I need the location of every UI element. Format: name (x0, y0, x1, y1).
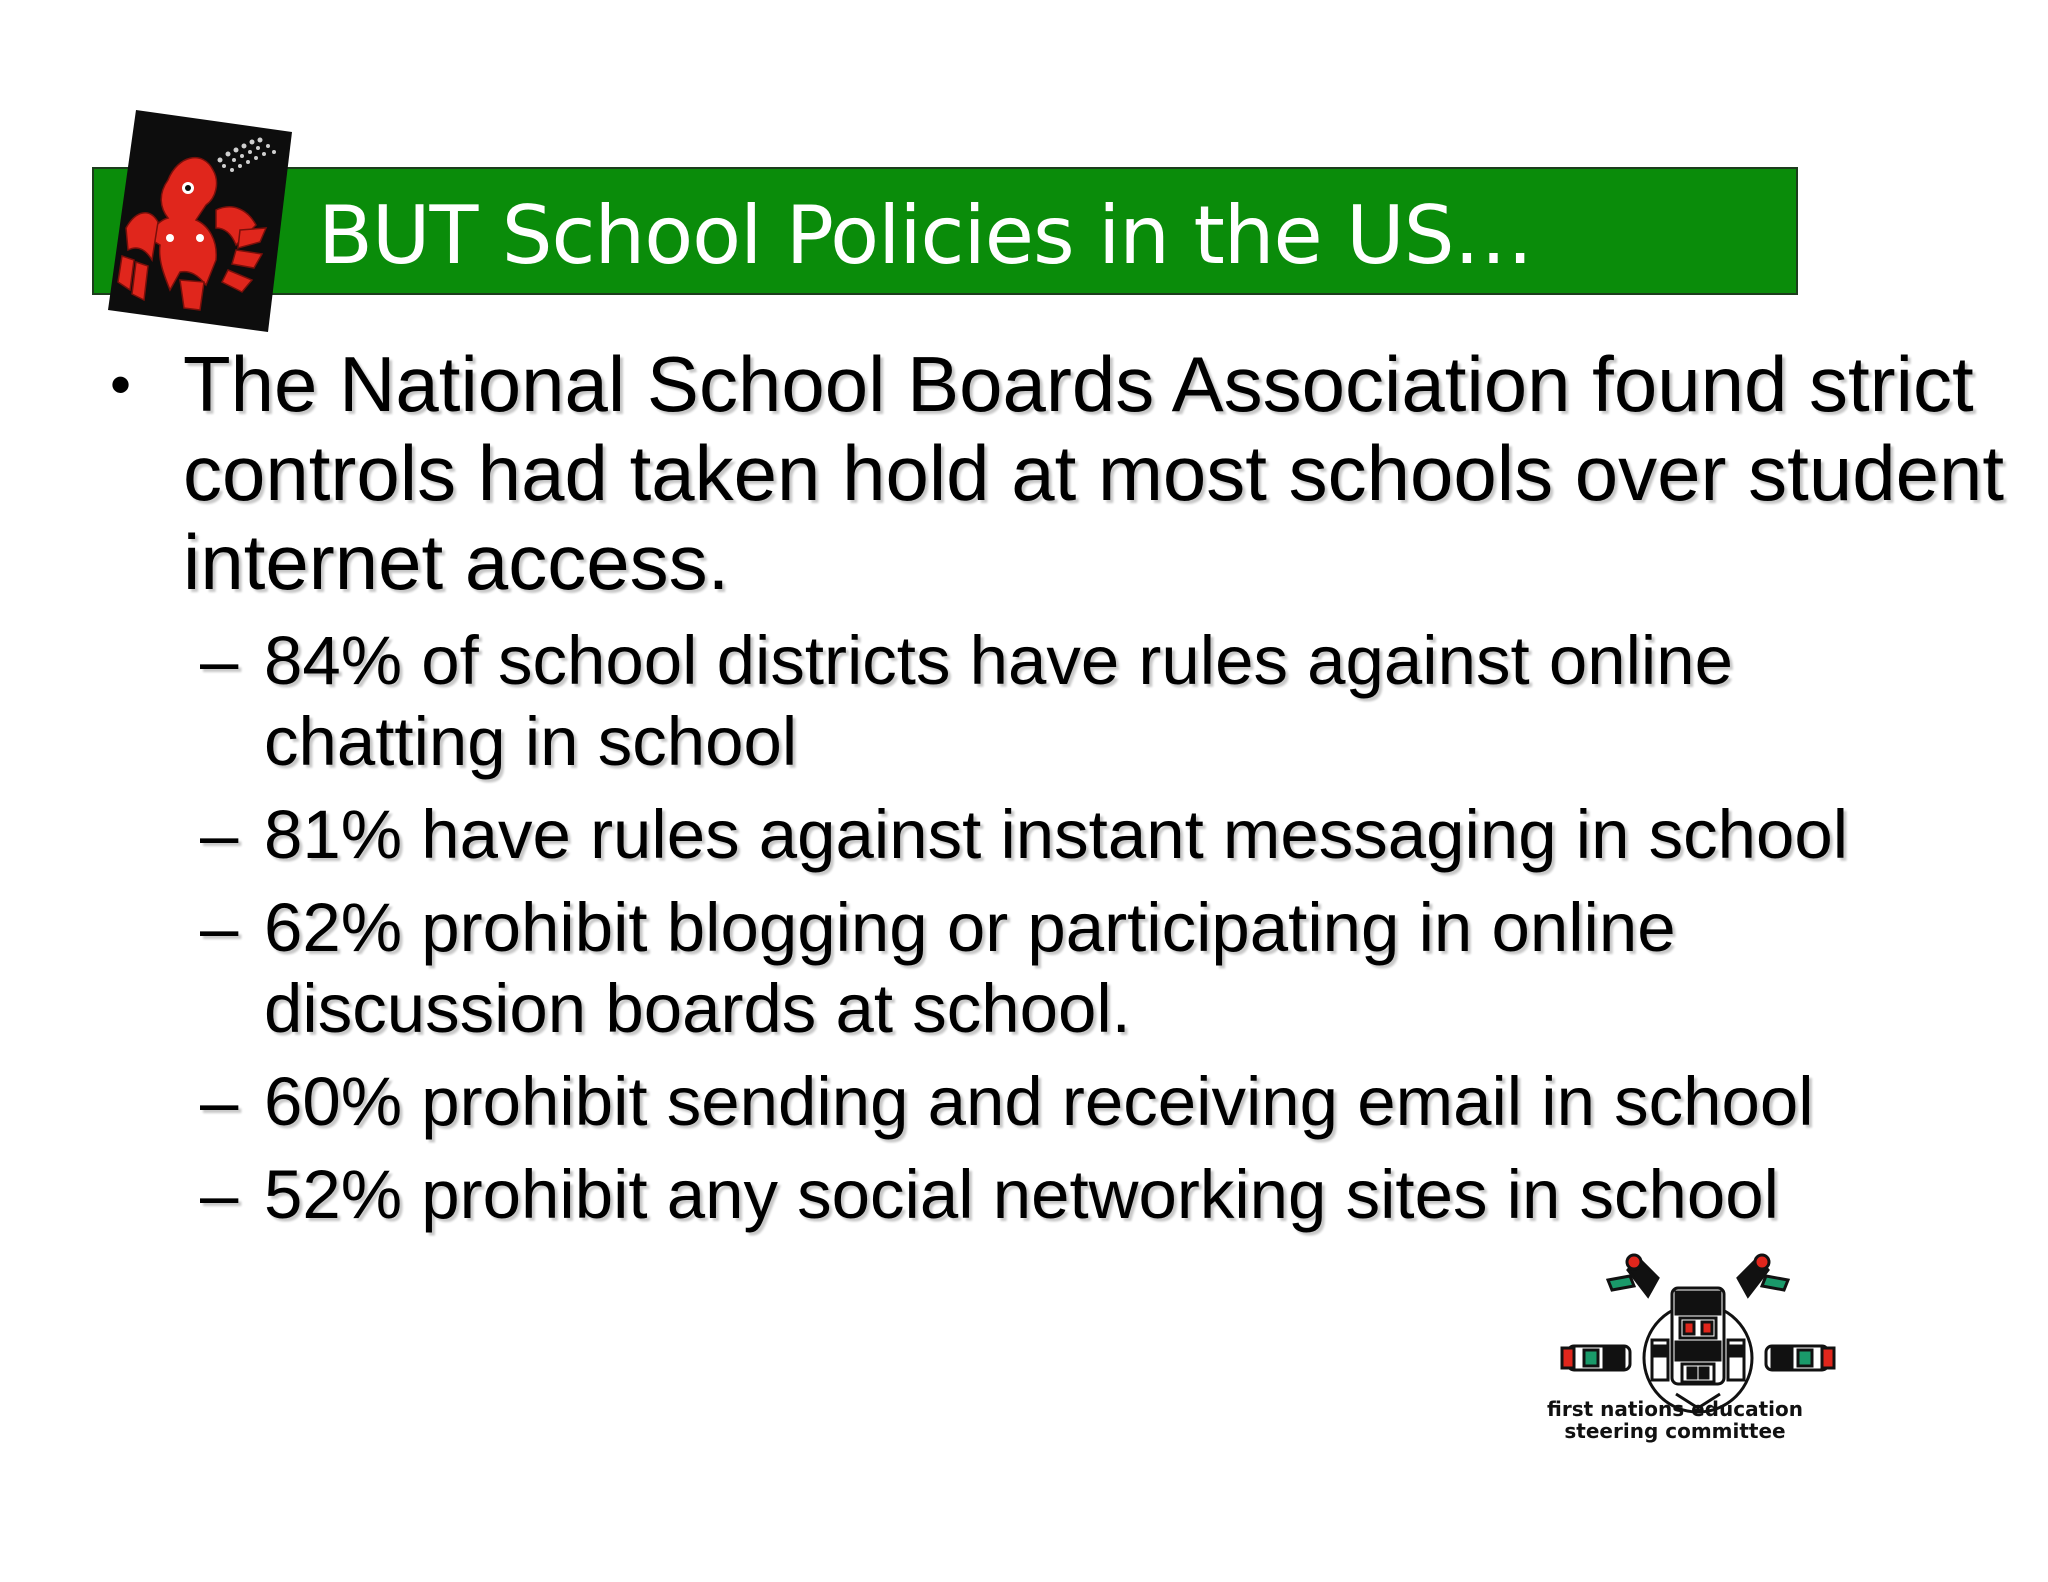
sub-bullet-item (200, 620, 1960, 782)
sub-bullet-text: 60% prohibit sending and receiving email in school (264, 1063, 1814, 1140)
dash-marker: – (200, 1156, 239, 1233)
sub-bullet-text: 62% prohibit blogging or participating in online discussion boards at school. (264, 889, 1676, 1047)
sub-bullet-item (200, 1154, 1960, 1235)
logo-line-1: first nations education (1547, 1397, 1803, 1421)
sub-bullet-item (200, 1061, 1960, 1142)
main-bullet-text: The National School Boards Association found strict controls had taken hold at most schools over student internet access. (183, 340, 2005, 606)
sub-bullet-text: 84% of school districts have rules against online chatting in school (264, 622, 1733, 780)
sub-bullet-list (200, 620, 1960, 1247)
dash-marker: – (200, 622, 239, 699)
logo-line-2: steering committee (1564, 1419, 1786, 1443)
dash-marker: – (200, 796, 239, 873)
dash-marker: – (200, 889, 239, 966)
sub-bullet-text: 81% have rules against instant messaging in school (264, 796, 1849, 873)
bullet-marker: • (110, 351, 132, 418)
logo-caption (1510, 1398, 1840, 1442)
thunderbird-emblem-icon (108, 110, 292, 332)
sub-bullet-item (200, 887, 1960, 1049)
slide-title: BUT School Policies in the US… (318, 189, 1533, 282)
sub-bullet-text: 52% prohibit any social networking sites in school (264, 1156, 1779, 1233)
dash-marker: – (200, 1063, 239, 1140)
sub-bullet-item (200, 794, 1960, 875)
